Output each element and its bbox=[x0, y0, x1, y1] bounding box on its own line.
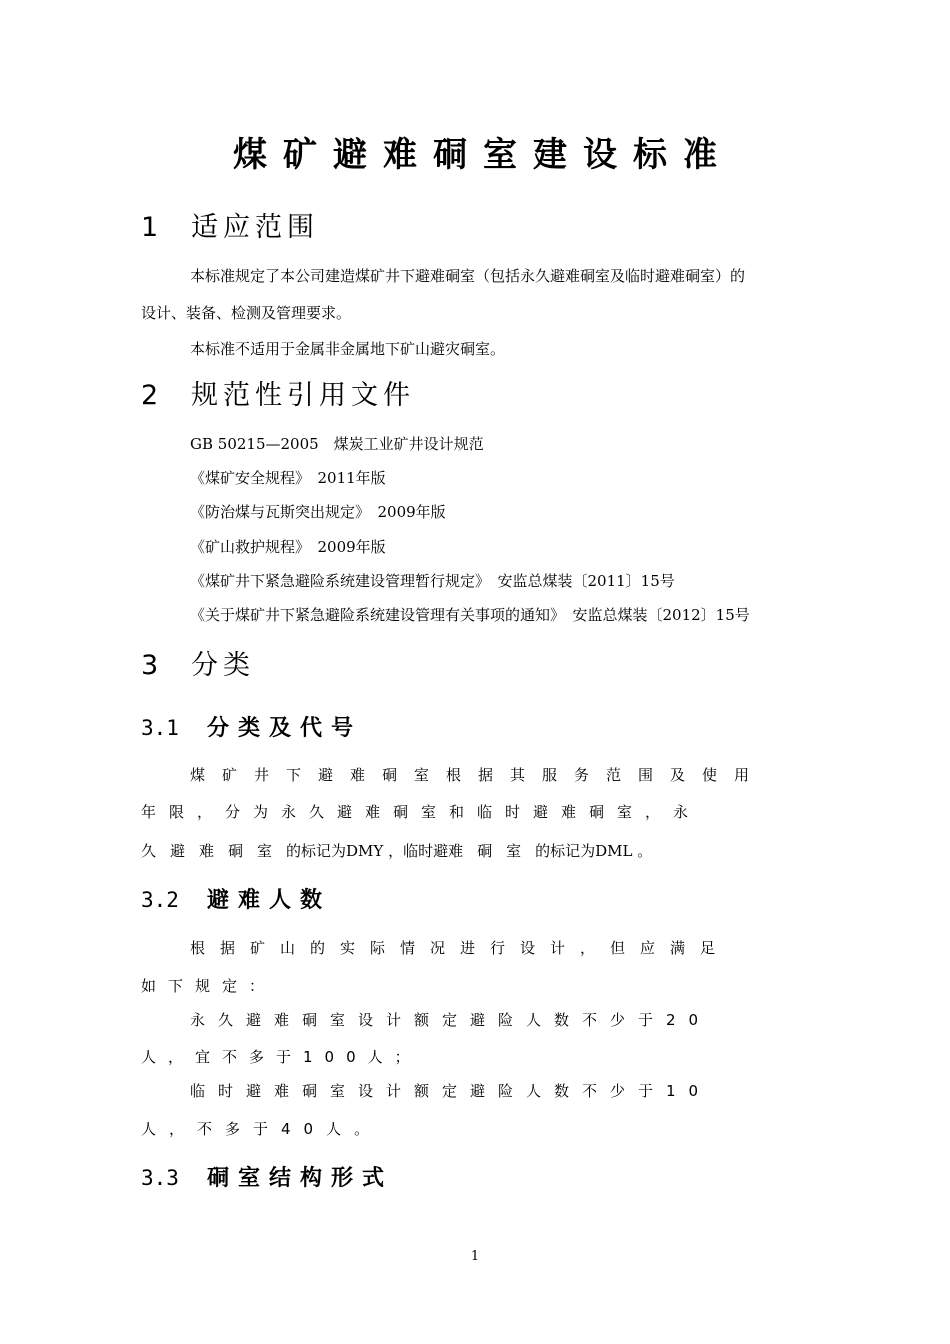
subsection-3-1-line3 bbox=[141, 840, 652, 861]
subsection-3-1-title: 分类及代号 bbox=[207, 716, 363, 741]
document-title: 煤矿避难硐室建设标准 bbox=[233, 135, 733, 175]
section-1-para2: 本标准不适用于金属非金属地下矿山避灾硐室。 bbox=[190, 340, 506, 358]
reference-item: GB 50215—2005 煤炭工业矿井设计规范 bbox=[190, 435, 484, 453]
subsection-3-2-line2: 如下规定： bbox=[141, 977, 277, 995]
subsection-3-1-number: 3.1 bbox=[141, 716, 179, 740]
subsection-3-1-line1: 煤矿井下避难硐室根据其服务范围及使用 bbox=[190, 766, 767, 784]
subsection-3-2-line3: 永久避难硐室设计额定避险人数不少于20 bbox=[190, 1011, 712, 1029]
line3-part-b: 的标记为DMY ，临时避 bbox=[286, 842, 449, 860]
section-2-title: 规范性引用文件 bbox=[191, 380, 415, 411]
reference-item: 《煤矿安全规程》 2011年版 bbox=[190, 469, 386, 487]
reference-item: 《关于煤矿井下紧急避险系统建设管理有关事项的通知》 安监总煤装〔2012〕15号 bbox=[190, 606, 750, 624]
subsection-3-2-line1: 根据矿山的实际情况进行设计，但应满足 bbox=[190, 939, 731, 957]
subsection-3-3-number: 3.3 bbox=[141, 1166, 179, 1190]
section-1-para1-line1: 本标准规定了本公司建造煤矿井下避难硐室（包括永久避难硐室及临时避难硐室）的 bbox=[190, 267, 746, 285]
section-3-number: 3 bbox=[141, 650, 159, 681]
subsection-3-2-title: 避难人数 bbox=[207, 888, 332, 913]
reference-item: 《煤矿井下紧急避险系统建设管理暂行规定》 安监总煤装〔2011〕15号 bbox=[190, 572, 675, 590]
line3-part-c: 难硐室 bbox=[448, 842, 536, 860]
section-3-title: 分类 bbox=[191, 650, 255, 681]
section-1-title: 适应范围 bbox=[191, 212, 319, 243]
subsection-3-3-heading bbox=[141, 1161, 393, 1192]
subsection-3-2-heading bbox=[141, 883, 331, 914]
page-number: 1 bbox=[470, 1249, 480, 1264]
section-1-para1-line2: 设计、装备、检测及管理要求。 bbox=[141, 304, 352, 322]
section-1-number: 1 bbox=[141, 212, 159, 243]
subsection-3-2-number: 3.2 bbox=[141, 888, 179, 912]
subsection-3-1-heading bbox=[141, 711, 362, 742]
section-2-heading bbox=[141, 373, 415, 412]
subsection-3-2-line5: 临时避难硐室设计额定避险人数不少于10 bbox=[190, 1082, 712, 1100]
section-2-number: 2 bbox=[141, 380, 159, 411]
reference-item: 《矿山救护规程》 2009年版 bbox=[190, 538, 386, 556]
line3-part-d: 的标记为DML 。 bbox=[535, 842, 653, 860]
subsection-3-1-line2: 年限，分为永久避难硐室和临时避难硐室，永 bbox=[141, 803, 702, 821]
subsection-3-2-line4: 人，宜不多于100人； bbox=[141, 1048, 422, 1066]
section-3-heading bbox=[141, 643, 255, 682]
subsection-3-3-title: 硐室结构形式 bbox=[207, 1166, 394, 1191]
subsection-3-2-line6: 人，不多于40人。 bbox=[141, 1120, 383, 1138]
line3-part-a: 久避难硐室 bbox=[141, 842, 287, 860]
section-1-heading bbox=[141, 205, 319, 244]
reference-item: 《防治煤与瓦斯突出规定》 2009年版 bbox=[190, 503, 446, 521]
